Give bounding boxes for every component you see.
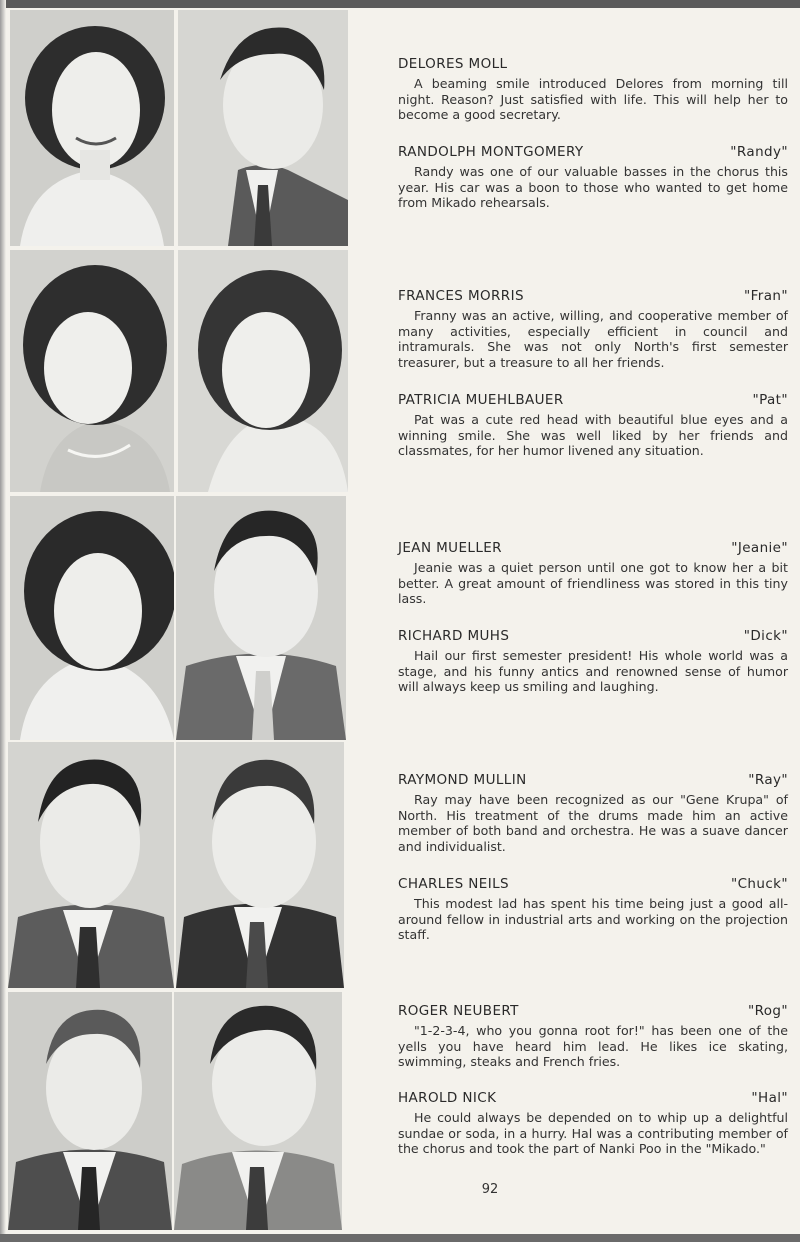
- student-name: RICHARD MUHS: [398, 628, 510, 644]
- page-number: 92: [481, 1182, 499, 1197]
- student-bio: Ray may have been recognized as our "Gene Krupa" of North. His treatment of the drums made him an active member of both band and orchestra. He was a suave dancer and individualist.: [398, 792, 788, 854]
- entry-randolph-montgomery: [398, 144, 788, 211]
- student-name: HAROLD NICK: [398, 1090, 497, 1106]
- portrait-raymond-mullin: [8, 742, 174, 988]
- student-bio: Jeanie was a quiet person until one got to know her a bit better. A great amount of friendliness was stored in this tiny lass.: [398, 560, 788, 607]
- student-nickname: "Randy": [730, 144, 788, 160]
- student-name: ROGER NEUBERT: [398, 1003, 519, 1019]
- student-name: CHARLES NEILS: [398, 876, 510, 892]
- portrait-delores-moll: [10, 10, 174, 246]
- page-left-edge: [0, 0, 6, 1242]
- portrait-richard-muhs: [176, 496, 346, 740]
- student-name: PATRICIA MUEHLBAUER: [398, 392, 564, 408]
- student-nickname: "Ray": [748, 772, 788, 788]
- entry-raymond-mullin: [398, 772, 788, 854]
- portrait-charles-neils: [176, 742, 344, 988]
- student-bio: Pat was a cute red head with beautiful blue eyes and a winning smile. She was well liked by her friends and classmates, for her humor livened any situation.: [398, 412, 788, 459]
- entry-jean-mueller: [398, 540, 788, 607]
- student-name: RANDOLPH MONTGOMERY: [398, 144, 584, 160]
- student-nickname: "Jeanie": [731, 540, 788, 556]
- student-name: DELORES MOLL: [398, 56, 508, 72]
- portrait-jean-mueller: [10, 496, 174, 740]
- page-top-edge: [0, 0, 800, 8]
- student-nickname: "Pat": [752, 392, 788, 408]
- student-bio: Franny was an active, willing, and cooperative member of many activities, especially efficient in council and intramurals. She was not only North's first semester treasurer, but a treasure to all her friends.: [398, 308, 788, 370]
- entry-harold-nick: [398, 1090, 788, 1157]
- entry-frances-morris: [398, 288, 788, 370]
- entry-richard-muhs: [398, 628, 788, 695]
- student-name: JEAN MUELLER: [398, 540, 502, 556]
- entry-roger-neubert: [398, 1003, 788, 1070]
- student-bio: This modest lad has spent his time being just a good all-around fellow in industrial arts and working on the projection staff.: [398, 896, 788, 943]
- student-bio: Hail our first semester president! His whole world was a stage, and his funny antics and renowned sense of humor will always keep us smiling and laughing.: [398, 648, 788, 695]
- student-name: FRANCES MORRIS: [398, 288, 524, 304]
- portrait-frances-morris: [10, 250, 174, 492]
- entry-charles-neils: [398, 876, 788, 943]
- student-nickname: "Rog": [747, 1003, 788, 1019]
- student-nickname: "Fran": [744, 288, 788, 304]
- page-bottom-edge: [0, 1234, 800, 1242]
- student-nickname: "Hal": [751, 1090, 788, 1106]
- student-nickname: "Dick": [743, 628, 788, 644]
- student-name: RAYMOND MULLIN: [398, 772, 527, 788]
- entry-delores-moll: [398, 56, 788, 123]
- entry-patricia-muehlbauer: [398, 392, 788, 459]
- student-bio: He could always be depended on to whip up a delightful sundae or soda, in a hurry. Hal was a contributing member of the chorus and took the part of Nanki Poo in the "Mikado.": [398, 1110, 788, 1157]
- portrait-patricia-muehlbauer: [178, 250, 348, 492]
- student-bio: Randy was one of our valuable basses in the chorus this year. His car was a boon to those who wanted to get home from Mikado rehearsals.: [398, 164, 788, 211]
- student-bio: "1-2-3-4, who you gonna root for!" has been one of the yells you have heard him lead. He likes ice skating, swimming, steaks and French fries.: [398, 1023, 788, 1070]
- student-nickname: "Chuck": [731, 876, 788, 892]
- student-bio: A beaming smile introduced Delores from morning till night. Reason? Just satisfied with life. This will help her to become a good secretary.: [398, 76, 788, 123]
- portrait-randolph-montgomery: [178, 10, 348, 246]
